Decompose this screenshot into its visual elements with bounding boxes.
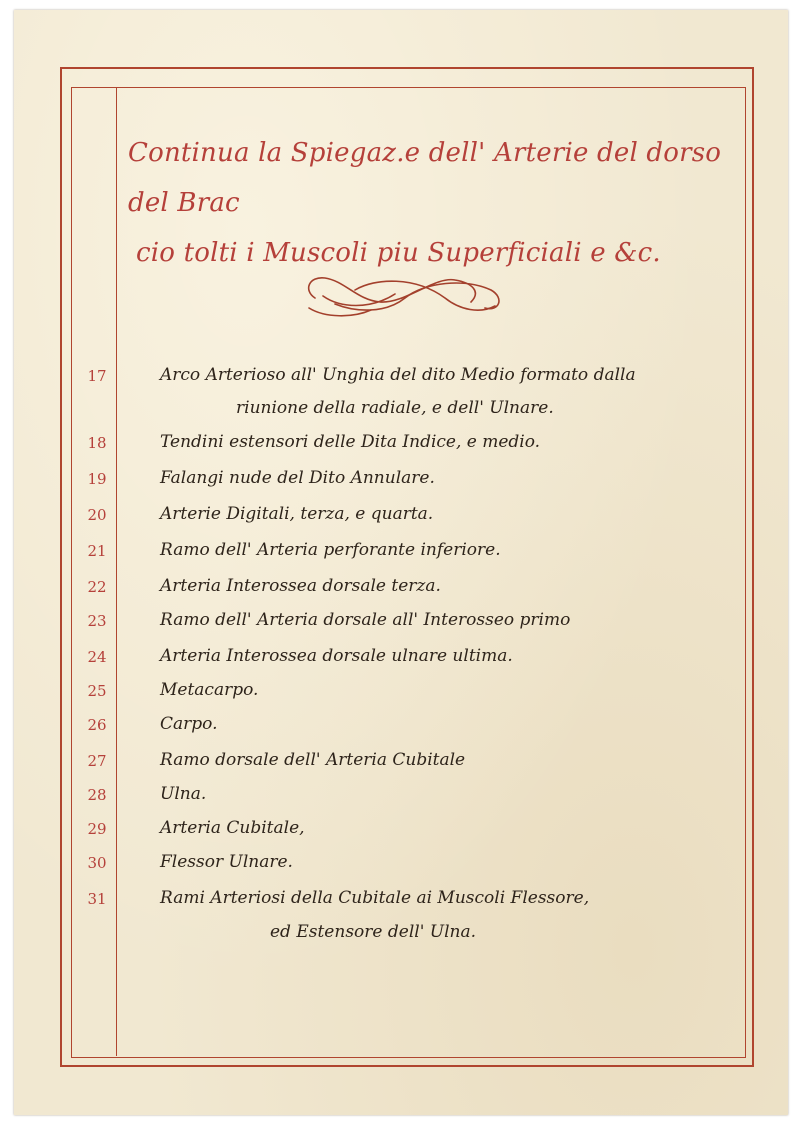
entry-number: 24 [87,648,107,666]
entry-text: Ramo dell' Arteria dorsale all' Interosseo primo [160,610,571,630]
entry-number: 26 [87,716,107,734]
entry-text: Carpo. [160,714,218,734]
entry-number: 29 [87,820,107,838]
entry-number: 17 [87,367,107,385]
entry-text: Falangi nude del Dito Annulare. [160,468,435,488]
entry-number: 18 [87,434,107,452]
entry-text: Arco Arterioso all' Unghia del dito Medio formato dalla [160,365,636,385]
page-title [128,128,738,278]
entry-text: Flessor Ulnare. [160,852,293,872]
title-line-1: Continua la Spiegaz.e dell' Arterie del dorso del Brac [128,138,722,218]
entry-number: 31 [87,890,107,908]
entry-text: Arteria Interossea dorsale ulnare ultima. [160,646,513,666]
entry-text: Rami Arteriosi della Cubitale ai Muscoli Flessore, [160,888,590,908]
title-line-2: cio tolti i Muscoli piu Superficiali e &c. [136,238,661,268]
entry-number: 28 [87,786,107,804]
entry-text: Ramo dell' Arteria perforante inferiore. [160,540,501,560]
entry-text: Tendini estensori delle Dita Indice, e medio. [160,432,541,452]
margin-rule [116,88,117,1056]
entry-continuation: ed Estensore dell' Ulna. [270,922,477,942]
entry-number: 22 [87,578,107,596]
entry-number: 19 [87,470,107,488]
entry-text: Arterie Digitali, terza, e quarta. [160,504,434,524]
calligraphic-flourish-icon [295,268,515,324]
entry-text: Ulna. [160,784,207,804]
entry-number: 23 [87,612,107,630]
entry-number: 21 [87,542,107,560]
entry-text: Metacarpo. [160,680,259,700]
entry-continuation: riunione della radiale, e dell' Ulnare. [236,398,554,418]
entry-number: 25 [87,682,107,700]
entry-text: Arteria Cubitale, [160,818,305,838]
entry-text: Ramo dorsale dell' Arteria Cubitale [160,750,466,770]
entry-number: 20 [87,506,107,524]
entry-text: Arteria Interossea dorsale terza. [160,576,441,596]
entry-number: 27 [87,752,107,770]
entry-number: 30 [87,854,107,872]
